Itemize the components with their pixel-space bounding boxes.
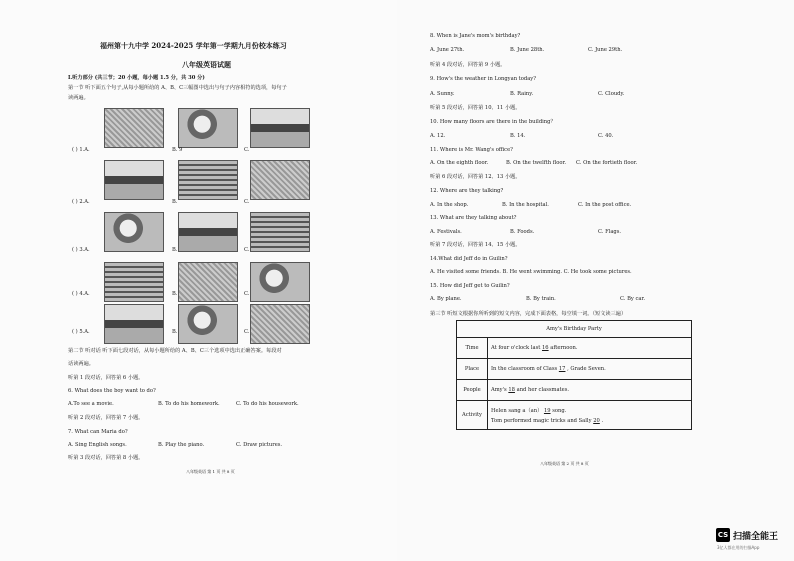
q7-option-b[interactable]: B. Play the piano. (158, 442, 205, 448)
section3-instructions: 第三节 听短文根据你所听到的短文内容，完成下面表格，每空填一词。（短文读三遍） (430, 311, 627, 317)
time-row: At four o'clock last 16 afternoon. (488, 338, 692, 359)
q12-option-a[interactable]: A. In the shop. (430, 202, 469, 208)
question-7: 7. What can Maria do? (68, 429, 128, 435)
blank-17[interactable]: 17 (558, 366, 566, 372)
q2-b-label: B. (172, 199, 178, 205)
q14-options[interactable]: A. He visited some friends. B. He went swimming. C. He took some pictures. (430, 269, 632, 275)
q4-b-label: B. (172, 291, 178, 297)
q6-option-a[interactable]: A.To see a movie. (68, 401, 114, 407)
q12-option-b[interactable]: B. In the hospital. (502, 202, 549, 208)
q1-b-label: B. 9 (172, 147, 183, 153)
q13-option-c[interactable]: C. Flags. (598, 229, 622, 235)
q12-option-c[interactable]: C. In the post office. (578, 202, 632, 208)
birthday-party-table (456, 320, 692, 430)
question-6: 6. What does the boy want to do? (68, 388, 156, 394)
q10-option-b[interactable]: B. 14. (510, 133, 526, 139)
listen-instruction-5: 听第 5 段对话，回答第 10、11 小题。 (430, 105, 521, 111)
part1-heading: I.听力部分 (共三节；20 小题，每小题 1.5 分，共 30 分) (68, 75, 205, 81)
question-13: 13. What are they talking about? (430, 215, 517, 221)
q4-label: ( ) 4.A. (72, 291, 90, 297)
q6-option-b[interactable]: B. To do his homework. (158, 401, 220, 407)
q15-option-c[interactable]: C. By car. (620, 296, 646, 302)
blank-19[interactable]: 19 (543, 407, 551, 414)
question-8: 8. When is Jane's mom's birthday? (430, 33, 521, 39)
time-label: Time (457, 338, 488, 359)
q3-b-label: B. (172, 247, 178, 253)
page-footer-1: 八年级英语 第 1 页 共 8 页 (186, 469, 235, 474)
q1-c-label: C. (244, 147, 250, 153)
q1-label: ( ) 1.A. (72, 147, 90, 153)
q11-option-c[interactable]: C. On the fortieth floor. (576, 160, 638, 166)
listen-instruction-1: 听第 1 段对话，回答第 6 小题。 (68, 375, 144, 381)
section1-instructions-2: 读两遍。 (68, 95, 89, 101)
page-footer-2: 八年级英语 第 2 页 共 8 页 (540, 461, 589, 466)
people-row: Amy's 18 and her classmates. (488, 380, 692, 401)
q4-c-label: C. (244, 291, 250, 297)
question-12: 12. Where are they talking? (430, 188, 504, 194)
picture-4b[interactable] (178, 262, 238, 302)
activity-row: Helen sang a（an） 19 song. Tom performed magic tricks and Sally 20 . (488, 401, 692, 430)
picture-5b[interactable] (178, 304, 238, 344)
question-11: 11. Where is Mr. Wang's office? (430, 147, 513, 153)
camscanner-logo-icon: CS (716, 528, 730, 542)
q9-option-b[interactable]: B. Rainy. (510, 91, 534, 97)
q3-label: ( ) 3.A. (72, 247, 90, 253)
blank-18[interactable]: 18 (508, 387, 515, 393)
q9-option-c[interactable]: C. Cloudy. (598, 91, 625, 97)
question-15: 15. How did Jeff get to Guilin? (430, 283, 510, 289)
q7-option-c[interactable]: C. Draw pictures. (236, 442, 283, 448)
q7-option-a[interactable]: A. Sing English songs. (68, 442, 127, 448)
q5-b-label: B. (172, 329, 178, 335)
q10-option-c[interactable]: C. 40. (598, 133, 614, 139)
section2-instructions: 第二节 听对话 听下面七段对话，从每小题所给的 A、B、C三个选项中选出正确答案。每段对 (68, 348, 282, 354)
q9-option-a[interactable]: A. Sunny. (430, 91, 455, 97)
question-9: 9. How's the weather in Longyan today? (430, 76, 537, 82)
q5-label: ( ) 5.A. (72, 329, 90, 335)
listen-instruction-2: 听第 2 段对话，回答第 7 小题。 (68, 415, 144, 421)
picture-1a[interactable] (104, 108, 164, 148)
q15-option-a[interactable]: A. By plane. (430, 296, 462, 302)
picture-2b[interactable] (178, 160, 238, 200)
q2-c-label: C. (244, 199, 250, 205)
picture-4a[interactable] (104, 262, 164, 302)
picture-5a[interactable] (104, 304, 164, 344)
exam-title: 福州第十九中学 2024-2025 学年第一学期九月份校本练习 (100, 41, 287, 50)
place-row: In the classroom of Class 17 , Grade Seven. (488, 359, 692, 380)
q8-option-a[interactable]: A. June 27th. (430, 47, 465, 53)
picture-2a[interactable] (104, 160, 164, 200)
table-title: Amy's Birthday Party (457, 321, 692, 338)
picture-1b[interactable] (178, 108, 238, 148)
people-label: People (457, 380, 488, 401)
blank-16[interactable]: 16 (541, 345, 549, 351)
q11-option-b[interactable]: B. On the twelfth floor. (506, 160, 567, 166)
exam-subtitle: 八年级英语试题 (182, 60, 231, 69)
listen-instruction-3: 听第 3 段对话，回答第 8 小题。 (68, 455, 144, 461)
listen-instruction-4: 听第 4 段对话，回答第 9 小题。 (430, 62, 506, 68)
picture-3b[interactable] (178, 212, 238, 252)
picture-1c[interactable] (250, 108, 310, 148)
q11-option-a[interactable]: A. On the eighth floor. (430, 160, 489, 166)
listen-instruction-7: 听第 7 段对话，回答第 14、15 小题。 (430, 242, 521, 248)
q13-option-b[interactable]: B. Foods. (510, 229, 535, 235)
page-2 (397, 0, 794, 561)
q13-option-a[interactable]: A. Festivals. (430, 229, 462, 235)
question-14: 14.What did Jeff do in Guilin? (430, 256, 508, 262)
listen-instruction-6: 听第 6 段对话，回答第 12、13 小题。 (430, 174, 521, 180)
blank-20[interactable]: 20 (593, 417, 600, 424)
q8-option-b[interactable]: B. June 28th. (510, 47, 545, 53)
picture-3a[interactable] (104, 212, 164, 252)
q10-option-a[interactable]: A. 12. (430, 133, 446, 139)
question-10: 10. How many floors are there in the building？ (430, 119, 556, 125)
place-label: Place (457, 359, 488, 380)
section2-instructions-2: 话读两遍。 (68, 361, 94, 367)
picture-4c[interactable] (250, 262, 310, 302)
q5-c-label: C. (244, 329, 250, 335)
q2-label: ( ) 2.A. (72, 199, 90, 205)
picture-3c[interactable] (250, 212, 310, 252)
watermark-subtitle: 3亿人都在用的扫描App (717, 545, 760, 550)
q6-option-c[interactable]: C. To do his housework. (236, 401, 299, 407)
picture-2c[interactable] (250, 160, 310, 200)
activity-label: Activity (457, 401, 488, 430)
q3-c-label: C. (244, 247, 250, 253)
section1-instructions: 第一节 听下面五个句子,从每小题所给的 A、B、C三幅图中选出与句子内容相符的选项，每句子 (68, 85, 287, 91)
watermark-name: 扫描全能王 (733, 532, 779, 542)
picture-5c[interactable] (250, 304, 310, 344)
q15-option-b[interactable]: B. By train. (526, 296, 556, 302)
q8-option-c[interactable]: C. June 29th. (588, 47, 623, 53)
